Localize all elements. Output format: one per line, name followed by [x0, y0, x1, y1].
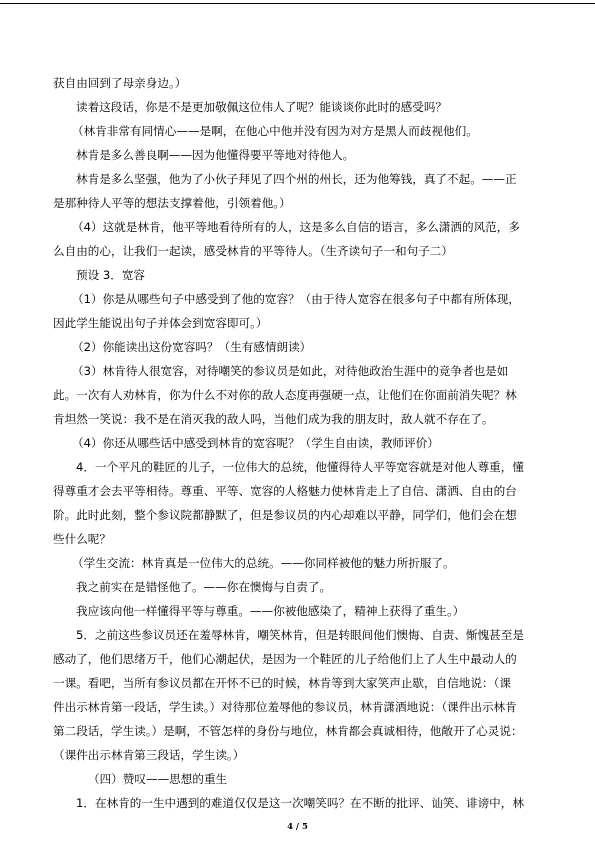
section-heading: （四）赞叹——思想的重生 [88, 772, 228, 786]
paragraph-line: 得尊重才会去平等相待。尊重、平等、宽容的人格魅力使林肯走上了自信、潇洒、自由的台 [53, 484, 517, 498]
paragraph-line: 些什么呢？ [53, 532, 111, 546]
paragraph-line: 是那种待人平等的想法支撑着他，引领着他。） [53, 196, 291, 210]
paragraph-line: 么自由的心，让我们一起读，感受林肯的平等待人。（生齐读句子一和句子二） [53, 244, 453, 258]
paragraph-line: 感动了，他们思绪万千，他们心潮起伏，是因为一个鞋匠的儿子给他们上了人生中最动人的 [53, 652, 517, 666]
paragraph-line: 因此学生能说出句子并体会到宽容即可。） [53, 316, 268, 330]
paragraph-line: 此。一次有人劝林肯，你为什么不对你的敌人态度再强硬一点，让他们在你面前消失呢？林 [53, 388, 517, 402]
paragraph-line: 一课。看吧，当所有参议员都在开怀不已的时候，林肯等到大家笑声止歇，自信地说：（课 [53, 676, 511, 690]
paragraph-line: 我之前实在是错怪他了。——你在懊悔与自责了。 [76, 580, 332, 594]
paragraph-line: （学生交流：林肯真是一位伟大的总统。——你同样被他的魅力所折服了。 [72, 556, 455, 570]
paragraph-line: （林肯非常有同情心——是啊，在他心中他并没有因为对方是黑人而歧视他们。 [72, 124, 478, 138]
paragraph-line: 林肯是多么善良啊——因为他懂得要平等地对待他人。 [76, 148, 355, 162]
paragraph-line: 我应该向他一样懂得平等与尊重。——你被他感染了，精神上获得了重生。） [76, 604, 465, 618]
paragraph-line: 4．一个平凡的鞋匠的儿子，一位伟大的总统，他懂得待人平等宽容就是对他人尊重，懂 [76, 460, 524, 474]
page-number: 4 / 5 [287, 822, 308, 832]
paragraph-line: （课件出示林肯第三段话，学生读。） [53, 748, 245, 762]
paragraph-line: （4）这就是林肯，他平等地看待所有的人，这是多么自信的语言，多么潇洒的风范，多 [72, 220, 520, 234]
header-rule [0, 3, 595, 4]
paragraph-line: 1．在林肯的一生中遇到的难道仅仅是这一次嘲笑吗？在不断的批评、讪笑、诽谤中，林 [76, 796, 524, 810]
paragraph-line: 获自由回到了母亲身边。） [53, 76, 187, 90]
section-heading: 预设 3．宽容 [76, 268, 146, 282]
paragraph-line: 第二段话，学生读。）是啊，不管怎样的身份与地位，林肯都会真诚相待，他敞开了心灵说： [53, 724, 523, 738]
paragraph-line: 5．之前这些参议员还在羞辱林肯，嘲笑林肯，但是转眼间他们懊悔、自责、惭愧甚至是 [76, 628, 524, 642]
paragraph-line: 件出示林肯第一段话，学生读。）对待那位羞辱他的参议员，林肯潇洒地说：（课件出示林肯 [53, 700, 517, 714]
paragraph-line: 林肯是多么坚强，他为了小伙子拜见了四个州的州长，还为他筹钱，真了不起。——正 [76, 172, 517, 186]
paragraph-line: （4）你还从哪些话中感受到林肯的宽容呢？（学生自由读，教师评价） [72, 436, 439, 450]
paragraph-line: 阶。此时此刻，整个参议院都静默了，但是参议员的内心却难以平静，同学们，他们会在想 [53, 508, 517, 522]
paragraph-line: 肯坦然一笑说：我不是在消灭我的敌人吗，当他们成为我的朋友时，敌人就不存在了。 [53, 412, 494, 426]
paragraph-line: （2）你能读出这份宽容吗？（生有感情朗读） [72, 340, 312, 354]
paragraph-line: （1）你是从哪些句子中感受到了他的宽容？（由于待人宽容在很多句子中都有所体现， [72, 292, 520, 306]
paragraph-line: （3）林肯待人很宽容，对待嘲笑的参议员是如此，对待他政治生涯中的竞争者也是如 [72, 364, 509, 378]
paragraph-line: 读着这段话，你是不是更加敬佩这位伟人了呢？能谈谈你此时的感受吗？ [76, 100, 448, 114]
